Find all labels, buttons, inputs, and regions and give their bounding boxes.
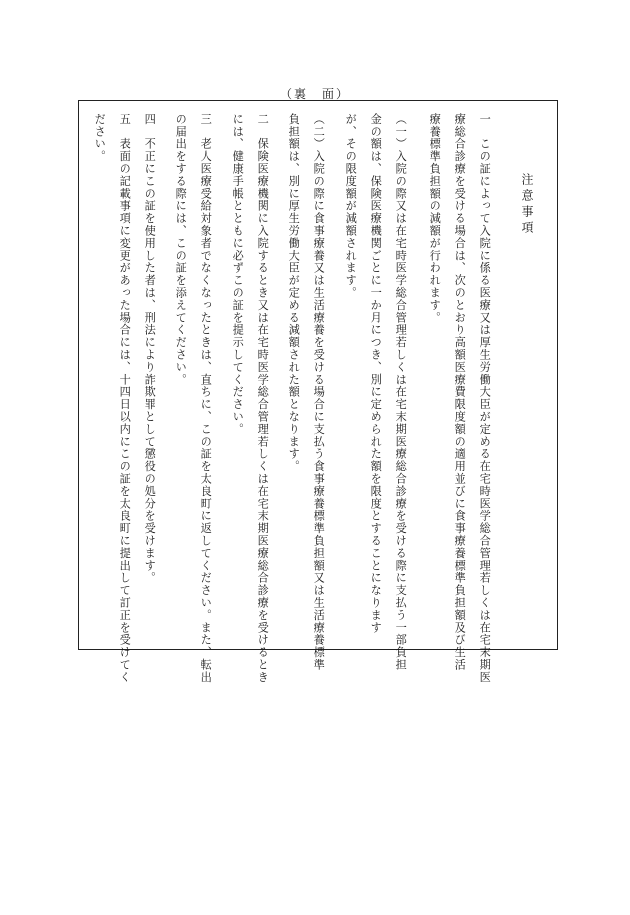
notes-line-8: 負担額は、別に厚生労働大臣が定める減額された額となります。 [287, 113, 301, 473]
notes-line-9: 二 保険医療機関に入院するとき又は在宅時医学総合管理若しくは在宅末期医療総合診療を受けるとき [256, 113, 270, 684]
notes-line-1: 一 この証によって入院に係る医療又は厚生労働大臣が定める在宅時医学総合管理若しくは在宅末期医 [478, 113, 492, 684]
notes-line-6: が、その限度額が減額されます。 [344, 113, 358, 299]
notes-line-15: ださい。 [93, 113, 107, 163]
notes-line-4: （一）入院の際又は在宅時医学総合管理若しくは在宅末期医療総合診療を受ける際に支払う一部負担 [394, 113, 408, 671]
notes-line-2: 療総合診療を受ける場合は、次のとおり高額医療費限度額の適用並びに食事療養標準負担額及び生活 [453, 113, 467, 671]
notes-title: 注意事項 [520, 173, 534, 237]
notes-line-13: 四 不正にこの証を使用した者は、刑法により詐欺罪として懲役の処分を受けます。 [143, 113, 157, 585]
notes-line-14: 五 表面の記載事項に変更があった場合には、十四日以内にこの証を太良町に提出して訂正を受けてく [118, 113, 132, 684]
notes-line-10: には、健康手帳とともに必ずこの証を提示してください。 [231, 113, 245, 436]
page-side-label: （裏 面） [279, 87, 350, 101]
notes-line-3: 療養標準負担額の減額が行われます。 [428, 113, 442, 324]
notes-line-7: （二）入院の際に食事療養又は生活療養を受ける場合に支払う食事療養標準負担額又は生活療養標準 [312, 113, 326, 671]
notes-line-11: 三 老人医療受給対象者でなくなったときは、直ちに、この証を太良町に返してください。また、転出 [199, 113, 213, 684]
notes-frame [78, 100, 558, 684]
notes-line-12: の届出をする際には、この証を添えてください。 [174, 113, 188, 386]
notes-line-5: 金の額は、保険医療機関ごとに一か月につき、別に定められた額を限度とすることになります [369, 113, 383, 634]
